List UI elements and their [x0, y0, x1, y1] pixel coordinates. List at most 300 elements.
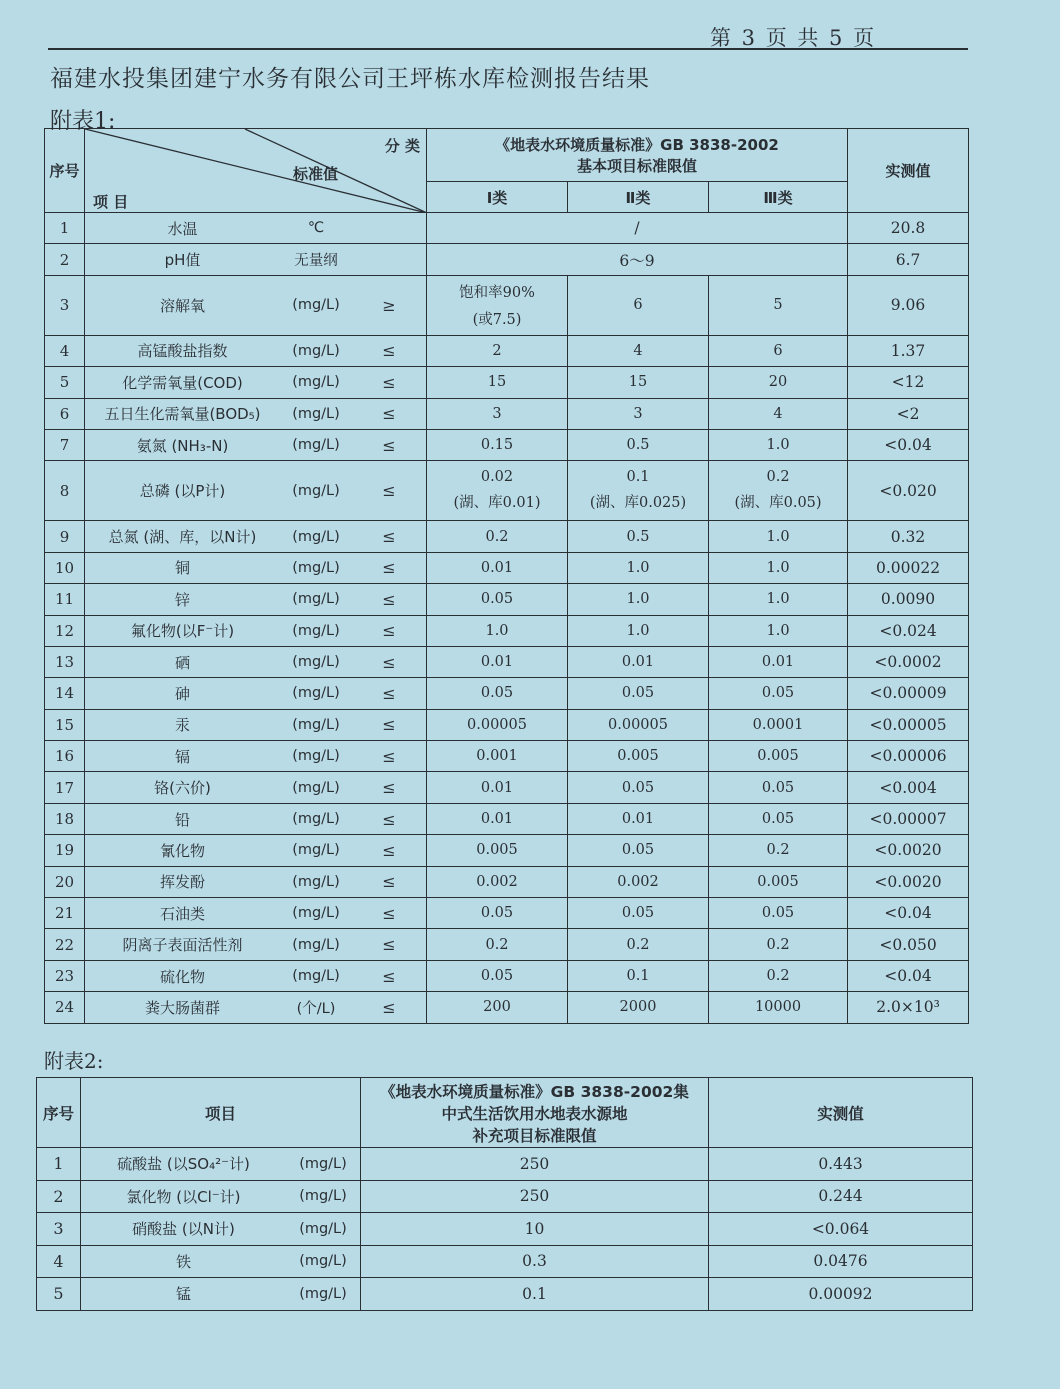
class1-limit — [427, 709, 568, 740]
row-number: 1 — [37, 1148, 81, 1181]
parameter-unit: (mg/L) — [292, 811, 340, 828]
report-title: 福建水投集团建宁水务有限公司王坪栋水库检测报告结果 — [50, 66, 650, 92]
row-number: 19 — [45, 835, 85, 866]
measured-value: <0.050 — [848, 929, 969, 960]
parameter-name: 溶解氧 — [159, 296, 205, 315]
class2-limit — [568, 461, 709, 521]
parameter-inner — [85, 777, 426, 798]
parameter-inner — [85, 966, 426, 987]
comparison-operator: ≤ — [382, 435, 396, 455]
class1-limit — [427, 521, 568, 552]
parameter-inner — [85, 871, 426, 892]
class3-limit — [709, 960, 848, 991]
parameter-inner — [85, 557, 426, 578]
parameter-cell — [85, 803, 427, 834]
parameter-cell — [85, 835, 427, 866]
class1-limit — [427, 929, 568, 960]
class1-limit — [427, 615, 568, 646]
class3-limit — [709, 866, 848, 897]
parameter-inner — [85, 903, 426, 924]
limit-value: 4 — [633, 342, 643, 359]
class1-limit — [427, 367, 568, 398]
measured-value: <0.004 — [848, 772, 969, 803]
row-number: 22 — [45, 929, 85, 960]
parameter-cell — [81, 1180, 361, 1213]
class2-limit — [568, 367, 709, 398]
parameter-name: 硫化物 — [159, 967, 205, 986]
limit-note: (湖、库0.01) — [453, 495, 541, 512]
parameter-name: 总氮 (湖、库，以N计) — [108, 528, 257, 547]
limit-value: 0.05 — [761, 779, 795, 796]
parameter-name: 硝酸盐 (以N计) — [132, 1220, 235, 1239]
table-row — [45, 213, 969, 244]
class3-limit — [709, 584, 848, 615]
limit-value: 200 — [483, 999, 511, 1016]
measured-value: <0.0020 — [848, 835, 969, 866]
parameter-cell — [81, 1148, 361, 1181]
class1-limit — [427, 992, 568, 1023]
row-number: 20 — [45, 866, 85, 897]
measured-value: <0.00007 — [848, 803, 969, 834]
parameter-inner — [85, 809, 426, 830]
parameter-unit: (mg/L) — [292, 437, 340, 454]
parameter-name: 硒 — [174, 653, 190, 672]
limit-value: 4 — [773, 405, 783, 422]
parameter-cell — [85, 335, 427, 366]
row-number: 15 — [45, 709, 85, 740]
parameter-cell — [85, 552, 427, 583]
measured-value: 0.00092 — [709, 1278, 973, 1311]
limit-value: 0.005 — [476, 842, 518, 859]
class2-limit — [568, 335, 709, 366]
comparison-operator: ≤ — [382, 589, 396, 609]
t2-standard-line2: 中式生活饮用水地表水源地 — [441, 1104, 628, 1123]
measured-value: <0.04 — [848, 960, 969, 991]
parameter-inner — [85, 997, 426, 1018]
measured-value: 0.244 — [709, 1180, 973, 1213]
header-rule — [48, 48, 968, 50]
parameter-name: 阴离子表面活性剂 — [122, 936, 243, 955]
measured-value: <0.00006 — [848, 741, 969, 772]
limit-value: 5 — [773, 297, 783, 314]
diag-item-label: 项 目 — [93, 193, 129, 211]
parameter-inner — [85, 714, 426, 735]
row-number: 10 — [45, 552, 85, 583]
class1-limit — [427, 646, 568, 677]
comparison-operator: ≤ — [382, 809, 396, 829]
table-row — [37, 1148, 973, 1181]
comparison-operator: ≤ — [382, 652, 396, 672]
diag-standard-label: 标准值 — [293, 165, 339, 183]
measured-value: <12 — [848, 367, 969, 398]
class2-limit — [568, 960, 709, 991]
limit-value: 0.05 — [480, 968, 514, 984]
limit-value: 0.01 — [480, 654, 514, 671]
parameter-unit: (mg/L) — [292, 936, 340, 953]
parameter-cell — [81, 1245, 361, 1278]
parameter-unit: (mg/L) — [299, 1155, 347, 1172]
parameter-unit: (mg/L) — [292, 374, 340, 391]
parameter-name: 铅 — [174, 810, 190, 829]
class3-limit — [709, 741, 848, 772]
row-number: 4 — [45, 335, 85, 366]
measured-value: <0.04 — [848, 429, 969, 460]
row-number: 9 — [45, 521, 85, 552]
parameter-name: 硫酸盐 (以SO₄²⁻计) — [117, 1155, 250, 1174]
limit-value: 0.05 — [480, 591, 514, 608]
limit-value: 0.005 — [757, 748, 799, 765]
class2-limit — [568, 992, 709, 1023]
class3-limit — [709, 929, 848, 960]
parameter-name: 铜 — [174, 559, 190, 578]
row-number: 12 — [45, 615, 85, 646]
parameter-name: 铬(六价) — [154, 779, 211, 798]
parameter-cell — [85, 213, 427, 244]
row-number: 4 — [37, 1245, 81, 1278]
class3-limit — [709, 615, 848, 646]
comparison-operator: ≤ — [382, 778, 396, 798]
measured-value: <0.00005 — [848, 709, 969, 740]
parameter-inner — [85, 480, 426, 501]
limit-value: 0.2 — [766, 469, 790, 486]
standard-limit: 0.3 — [361, 1245, 709, 1278]
limit-value: 0.01 — [621, 654, 655, 671]
parameter-name: 五日生化需氧量(BOD₅) — [104, 405, 261, 424]
parameter-cell — [85, 461, 427, 521]
parameter-unit: (mg/L) — [299, 1188, 347, 1205]
limit-value: 15 — [628, 374, 648, 391]
class1-limit — [427, 772, 568, 803]
supplementary-items-body — [37, 1148, 973, 1311]
limit-value: 0.05 — [621, 779, 655, 796]
parameter-unit: (mg/L) — [292, 716, 340, 733]
table-row — [37, 1213, 973, 1246]
parameter-unit: (mg/L) — [299, 1220, 347, 1237]
comparison-operator: ≤ — [382, 621, 396, 641]
class2-limit — [568, 584, 709, 615]
class3-limit — [709, 678, 848, 709]
parameter-inner — [85, 746, 426, 767]
measured-value: 6.7 — [848, 244, 969, 275]
parameter-name: 镉 — [174, 747, 190, 766]
limit-value: 1.0 — [766, 622, 790, 639]
measured-header: 实测值 — [848, 129, 969, 213]
parameter-cell — [85, 584, 427, 615]
limit-value: 0.00005 — [608, 716, 668, 733]
standard-limit: 250 — [361, 1180, 709, 1213]
class3-limit — [709, 646, 848, 677]
measured-value: 9.06 — [848, 275, 969, 335]
limit-value: 1.0 — [766, 591, 790, 608]
comparison-operator: ≥ — [382, 295, 396, 315]
parameter-name: 氰化物 — [159, 841, 205, 860]
parameter-cell — [85, 678, 427, 709]
limit-value: 2000 — [619, 999, 657, 1016]
limit-value: 0.2 — [766, 936, 790, 953]
row-number: 16 — [45, 741, 85, 772]
limit-value: 0.01 — [480, 559, 514, 576]
table-row — [45, 678, 969, 709]
comparison-operator: ≤ — [382, 966, 396, 986]
class3-header: Ⅲ类 — [709, 182, 848, 213]
parameter-name: 石油类 — [159, 904, 205, 923]
class1-limit — [427, 960, 568, 991]
t2-standard-line3: 补充项目标准限值 — [472, 1126, 597, 1145]
comparison-operator: ≤ — [382, 997, 396, 1017]
table-row — [45, 367, 969, 398]
limit-value: 0.005 — [757, 873, 799, 890]
parameter-unit: (mg/L) — [299, 1253, 347, 1270]
limit-value: 0.00005 — [467, 716, 527, 733]
t2-seq-header: 序号 — [37, 1078, 81, 1148]
parameter-cell — [85, 929, 427, 960]
parameter-cell — [85, 646, 427, 677]
parameter-unit: (mg/L) — [292, 559, 340, 576]
limit-value: 1.0 — [626, 559, 650, 576]
parameter-cell — [85, 429, 427, 460]
class1-limit — [427, 275, 568, 335]
parameter-cell — [85, 772, 427, 803]
parameter-inner — [81, 1153, 360, 1174]
diagonal-header-cell — [85, 129, 427, 213]
class3-limit — [709, 772, 848, 803]
class1-limit — [427, 803, 568, 834]
class1-limit — [427, 898, 568, 929]
limit-value: 0.02 — [480, 469, 514, 486]
comparison-operator: ≤ — [382, 840, 396, 860]
parameter-unit: (mg/L) — [292, 685, 340, 702]
limit-value: 0.05 — [621, 685, 655, 702]
seq-header: 序号 — [45, 129, 85, 213]
parameter-unit: ℃ — [307, 220, 325, 237]
measured-value: <0.024 — [848, 615, 969, 646]
parameter-unit: (mg/L) — [292, 779, 340, 796]
limit-value: 0.05 — [761, 811, 795, 828]
row-number: 11 — [45, 584, 85, 615]
limit-value: 0.1 — [626, 469, 650, 486]
parameter-unit: (mg/L) — [292, 654, 340, 671]
class3-limit — [709, 521, 848, 552]
parameter-unit: (mg/L) — [292, 482, 340, 499]
table1-label: 附表1: — [50, 109, 116, 134]
diag-class-label: 分 类 — [384, 137, 420, 155]
limit-value: 0.01 — [480, 811, 514, 828]
parameter-inner — [85, 652, 426, 673]
comparison-operator: ≤ — [382, 481, 396, 501]
class1-limit — [427, 461, 568, 521]
parameter-inner — [85, 435, 426, 456]
class2-limit — [568, 615, 709, 646]
class2-limit — [568, 678, 709, 709]
measured-value: 20.8 — [848, 213, 969, 244]
table-row — [45, 803, 969, 834]
parameter-inner — [85, 840, 426, 861]
parameter-name: pH值 — [164, 251, 201, 270]
comparison-operator: ≤ — [382, 404, 396, 424]
limit-value: 0.005 — [617, 748, 659, 765]
table-row — [45, 398, 969, 429]
limit-value: 饱和率90% — [459, 285, 535, 302]
limit-value: 0.05 — [480, 685, 514, 702]
parameter-inner — [85, 295, 426, 316]
limit-value: 20 — [768, 374, 788, 391]
parameter-cell — [85, 244, 427, 275]
class2-limit — [568, 803, 709, 834]
row-number: 3 — [37, 1213, 81, 1246]
row-number: 14 — [45, 678, 85, 709]
class2-limit — [568, 772, 709, 803]
limit-value: 0.2 — [766, 842, 790, 859]
standard-limit: 250 — [361, 1148, 709, 1181]
parameter-unit: (mg/L) — [292, 528, 340, 545]
class3-limit — [709, 429, 848, 460]
class3-limit — [709, 552, 848, 583]
measured-value: <0.064 — [709, 1213, 973, 1246]
limit-value: 1.0 — [766, 437, 790, 454]
class2-limit — [568, 741, 709, 772]
class1-limit — [427, 741, 568, 772]
measured-value: <0.0002 — [848, 646, 969, 677]
t2-item-header: 项目 — [81, 1078, 361, 1148]
parameter-unit: (mg/L) — [292, 405, 340, 422]
class1-limit — [427, 335, 568, 366]
comparison-operator: ≤ — [382, 872, 396, 892]
class2-limit — [568, 275, 709, 335]
parameter-name: 氟化物(以F⁻计) — [130, 622, 235, 641]
parameter-inner — [81, 1251, 360, 1272]
table-row — [45, 709, 969, 740]
parameter-inner — [85, 934, 426, 955]
class2-header: Ⅱ类 — [568, 182, 709, 213]
table-row — [45, 615, 969, 646]
parameter-name: 粪大肠菌群 — [144, 998, 220, 1017]
table-row — [45, 244, 969, 275]
table-row — [45, 584, 969, 615]
parameter-unit: (mg/L) — [292, 748, 340, 765]
measured-value: 2.0×10³ — [848, 992, 969, 1023]
parameter-cell — [85, 992, 427, 1023]
page-number: 第 3 页 共 5 页 — [710, 26, 877, 50]
parameter-unit: (mg/L) — [292, 591, 340, 608]
parameter-inner — [85, 372, 426, 393]
t2-standard-line1: 《地表水环境质量标准》GB 3838-2002集 — [380, 1082, 689, 1101]
parameter-cell — [85, 898, 427, 929]
limit-value: 1.0 — [626, 622, 650, 639]
table-row — [45, 275, 969, 335]
class3-limit — [709, 803, 848, 834]
limit-value: 0.05 — [761, 905, 795, 922]
parameter-unit: (mg/L) — [292, 968, 340, 984]
parameter-inner — [81, 1283, 360, 1304]
parameter-inner — [85, 683, 426, 704]
parameter-cell — [85, 398, 427, 429]
row-number: 3 — [45, 275, 85, 335]
merged-limit: / — [427, 213, 848, 244]
standard-header — [427, 129, 848, 182]
class3-limit — [709, 398, 848, 429]
limit-value: 0.01 — [621, 811, 655, 828]
parameter-unit: (mg/L) — [292, 622, 340, 639]
parameter-unit: (mg/L) — [299, 1285, 347, 1302]
class3-limit — [709, 335, 848, 366]
measured-value: <0.0020 — [848, 866, 969, 897]
parameter-unit: (mg/L) — [292, 297, 340, 314]
table-row — [45, 552, 969, 583]
limit-value: 6 — [633, 297, 643, 314]
measured-value: 0.443 — [709, 1148, 973, 1181]
class3-limit — [709, 461, 848, 521]
class2-limit — [568, 521, 709, 552]
class3-limit — [709, 898, 848, 929]
comparison-operator: ≤ — [382, 935, 396, 955]
parameter-name: 挥发酚 — [159, 873, 205, 892]
parameter-name: 氨氮 (NH₃-N) — [136, 436, 229, 455]
parameter-inner — [85, 403, 426, 424]
limit-value: 1.0 — [626, 591, 650, 608]
row-number: 13 — [45, 646, 85, 677]
parameter-name: 铁 — [175, 1252, 191, 1271]
class3-limit — [709, 992, 848, 1023]
parameter-cell — [85, 615, 427, 646]
table-row — [45, 429, 969, 460]
limit-value: 1.0 — [485, 622, 509, 639]
limit-value: 1.0 — [766, 528, 790, 545]
table-row — [45, 335, 969, 366]
class2-limit — [568, 929, 709, 960]
parameter-unit: (mg/L) — [292, 905, 340, 922]
parameter-cell — [81, 1213, 361, 1246]
table-row — [45, 521, 969, 552]
t2-measured-header: 实测值 — [709, 1078, 973, 1148]
comparison-operator: ≤ — [382, 558, 396, 578]
limit-value: 0.05 — [761, 685, 795, 702]
measured-value: 0.00022 — [848, 552, 969, 583]
basic-items-body — [45, 213, 969, 1024]
merged-limit: 6～9 — [427, 244, 848, 275]
class3-limit — [709, 367, 848, 398]
limit-value: 0.001 — [476, 748, 518, 765]
parameter-unit: (个/L) — [296, 1000, 336, 1017]
limit-value: 0.2 — [485, 528, 509, 545]
row-number: 24 — [45, 992, 85, 1023]
comparison-operator: ≤ — [382, 683, 396, 703]
class2-limit — [568, 398, 709, 429]
limit-value: 0.2 — [485, 936, 509, 953]
parameter-cell — [85, 741, 427, 772]
parameter-name: 高锰酸盐指数 — [137, 342, 228, 361]
row-number: 18 — [45, 803, 85, 834]
parameter-inner — [85, 620, 426, 641]
table-row — [45, 898, 969, 929]
standard-limit: 10 — [361, 1213, 709, 1246]
parameter-name: 锌 — [174, 590, 190, 609]
class1-header: Ⅰ类 — [427, 182, 568, 213]
limit-value: 0.1 — [626, 968, 650, 984]
comparison-operator: ≤ — [382, 372, 396, 392]
limit-value: 0.01 — [480, 779, 514, 796]
parameter-cell — [85, 367, 427, 398]
comparison-operator: ≤ — [382, 341, 396, 361]
limit-value: 3 — [492, 405, 502, 422]
measured-value: 1.37 — [848, 335, 969, 366]
class3-limit — [709, 835, 848, 866]
row-number: 23 — [45, 960, 85, 991]
parameter-inner — [85, 249, 426, 270]
class1-limit — [427, 398, 568, 429]
parameter-cell — [85, 960, 427, 991]
parameter-name: 化学需氧量(COD) — [122, 373, 243, 392]
comparison-operator: ≤ — [382, 903, 396, 923]
